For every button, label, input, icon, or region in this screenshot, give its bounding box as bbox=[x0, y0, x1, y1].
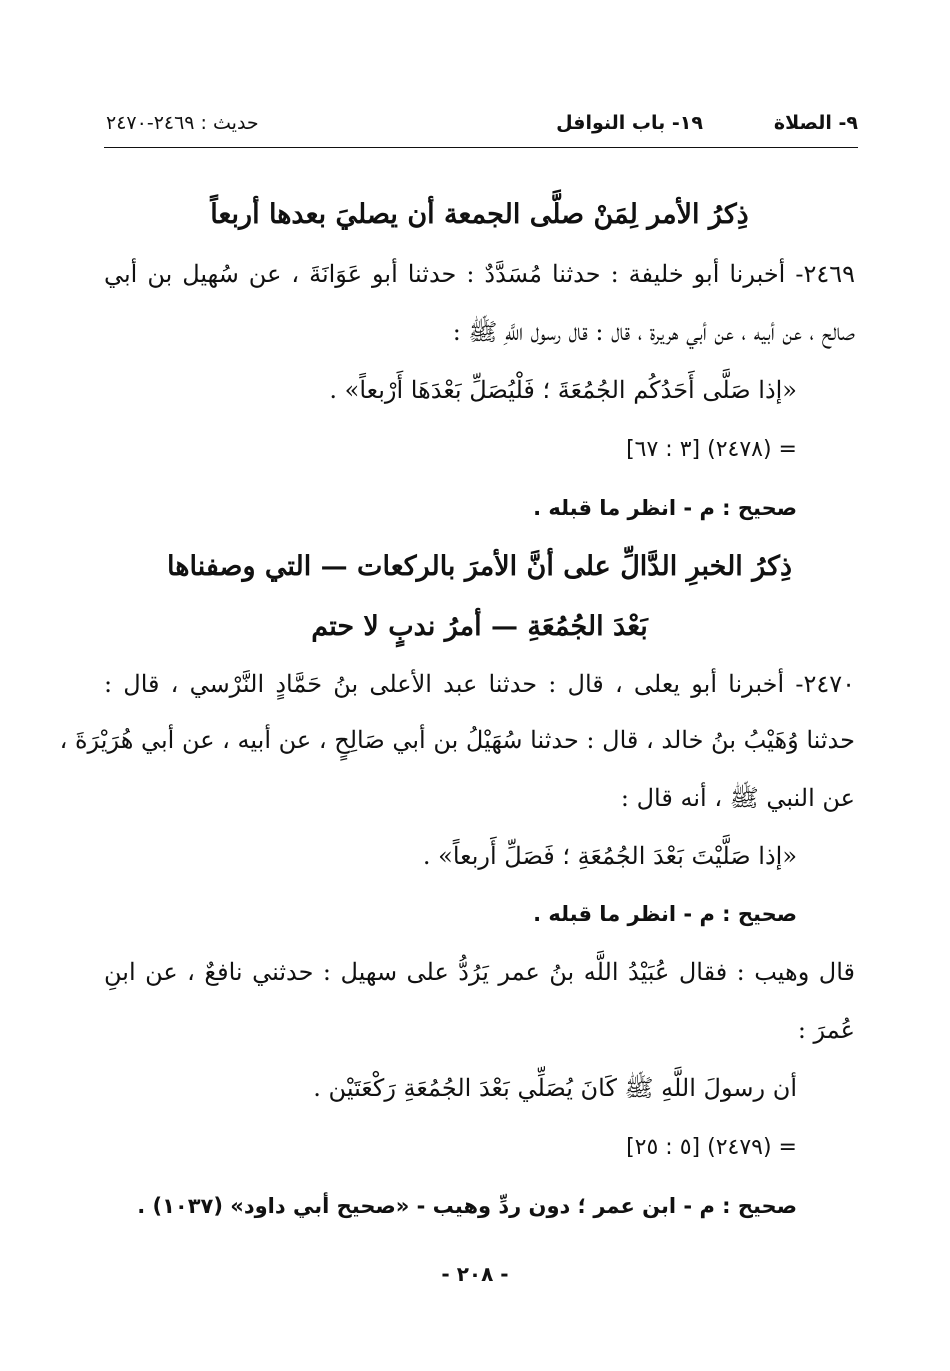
hadith-2470-line-5: عُمرَ : bbox=[797, 1016, 855, 1044]
hadith-2470-reference: = (٢٤٧٩) [٥ : ٢٥] bbox=[626, 1135, 797, 1160]
hadith-2470-line-1: ٢٤٧٠- أخبرنا أبو يعلى ، قال : حدثنا عبد الأعلى بنُ حَمَّادٍ النَّرْسي ، قال : bbox=[104, 670, 855, 698]
hadith-2470-line-2: حدثنا وُهَيْبُ بنُ خالد ، قال : حدثنا سُهَيْلُ بن أبي صَالِحٍ ، عن أبيه ، عن أبي هُرَيْرَةَ ، bbox=[59, 726, 855, 754]
section-heading-1: ذِكرُ الأمر لِمَنْ صلَّى الجمعة أن يصليَ بعدها أربعاً bbox=[210, 199, 749, 230]
header-hadith-range: حديث : ٢٤٦٩-٢٤٧٠ bbox=[106, 112, 259, 134]
hadith-2470-grade: صحيح : م - انظر ما قبله . bbox=[533, 902, 797, 926]
hadith-2469-grade: صحيح : م - انظر ما قبله . bbox=[533, 496, 797, 520]
hadith-2470-quote: «إذا صَلَّيْتَ بَعْدَ الجُمُعَةِ ؛ فَصَلِّ أَربعاً» . bbox=[422, 842, 797, 870]
hadith-2470-line-4: قال وهيب : فقال عُبَيْدُ اللَّه بنُ عمر يَرُدُّ على سهيل : حدثني نافعٌ ، عن ابنِ bbox=[104, 958, 855, 986]
hadith-2469-reference: = (٢٤٧٨) [٣ : ٦٧] bbox=[626, 437, 797, 462]
header-chapter: ٩- الصلاة bbox=[773, 112, 858, 134]
running-header bbox=[106, 112, 858, 142]
section-heading-2-line-2: بَعْدَ الجُمُعَةِ — أمرُ ندبٍ لا حتم bbox=[311, 611, 648, 642]
section-heading-2-line-1: ذِكرُ الخبرِ الدَّالِّ على أنَّ الأمرَ بالركعات — التي وصفناها bbox=[167, 551, 792, 582]
hadith-2469-line-1: ٢٤٦٩- أخبرنا أبو خليفة : حدثنا مُسَدَّدٌ : حدثنا أبو عَوَانَةَ ، عن سُهيل بن أبي bbox=[104, 260, 855, 288]
hadith-2470-line-3: عن النبي ﷺ ، أنه قال : bbox=[620, 784, 855, 812]
header-divider bbox=[104, 147, 858, 148]
page-number: - ٢٠٨ - bbox=[441, 1262, 509, 1286]
hadith-2469-quote: «إذا صَلَّى أَحَدُكُم الجُمُعَةَ ؛ فَلْيُصَلِّ بَعْدَهَا أَرْبعاً» . bbox=[329, 376, 797, 404]
hadith-2469-line-2: صالح ، عن أبيه ، عن أبي هريرة ، قال : قال رسول اللَّهِ ﷺ : bbox=[452, 318, 855, 346]
hadith-2470-grade-2: صحيح : م - ابن عمر ؛ دون ردِّ وهيب - «صحيح أبي داود» (١٠٣٧) . bbox=[137, 1194, 797, 1218]
header-section: ١٩- باب النوافل bbox=[556, 112, 703, 134]
hadith-2470-quote-2: أن رسولَ اللَّهِ ﷺ كَانَ يُصَلِّي بَعْدَ الجُمُعَةِ رَكْعَتَيْن . bbox=[313, 1074, 797, 1102]
